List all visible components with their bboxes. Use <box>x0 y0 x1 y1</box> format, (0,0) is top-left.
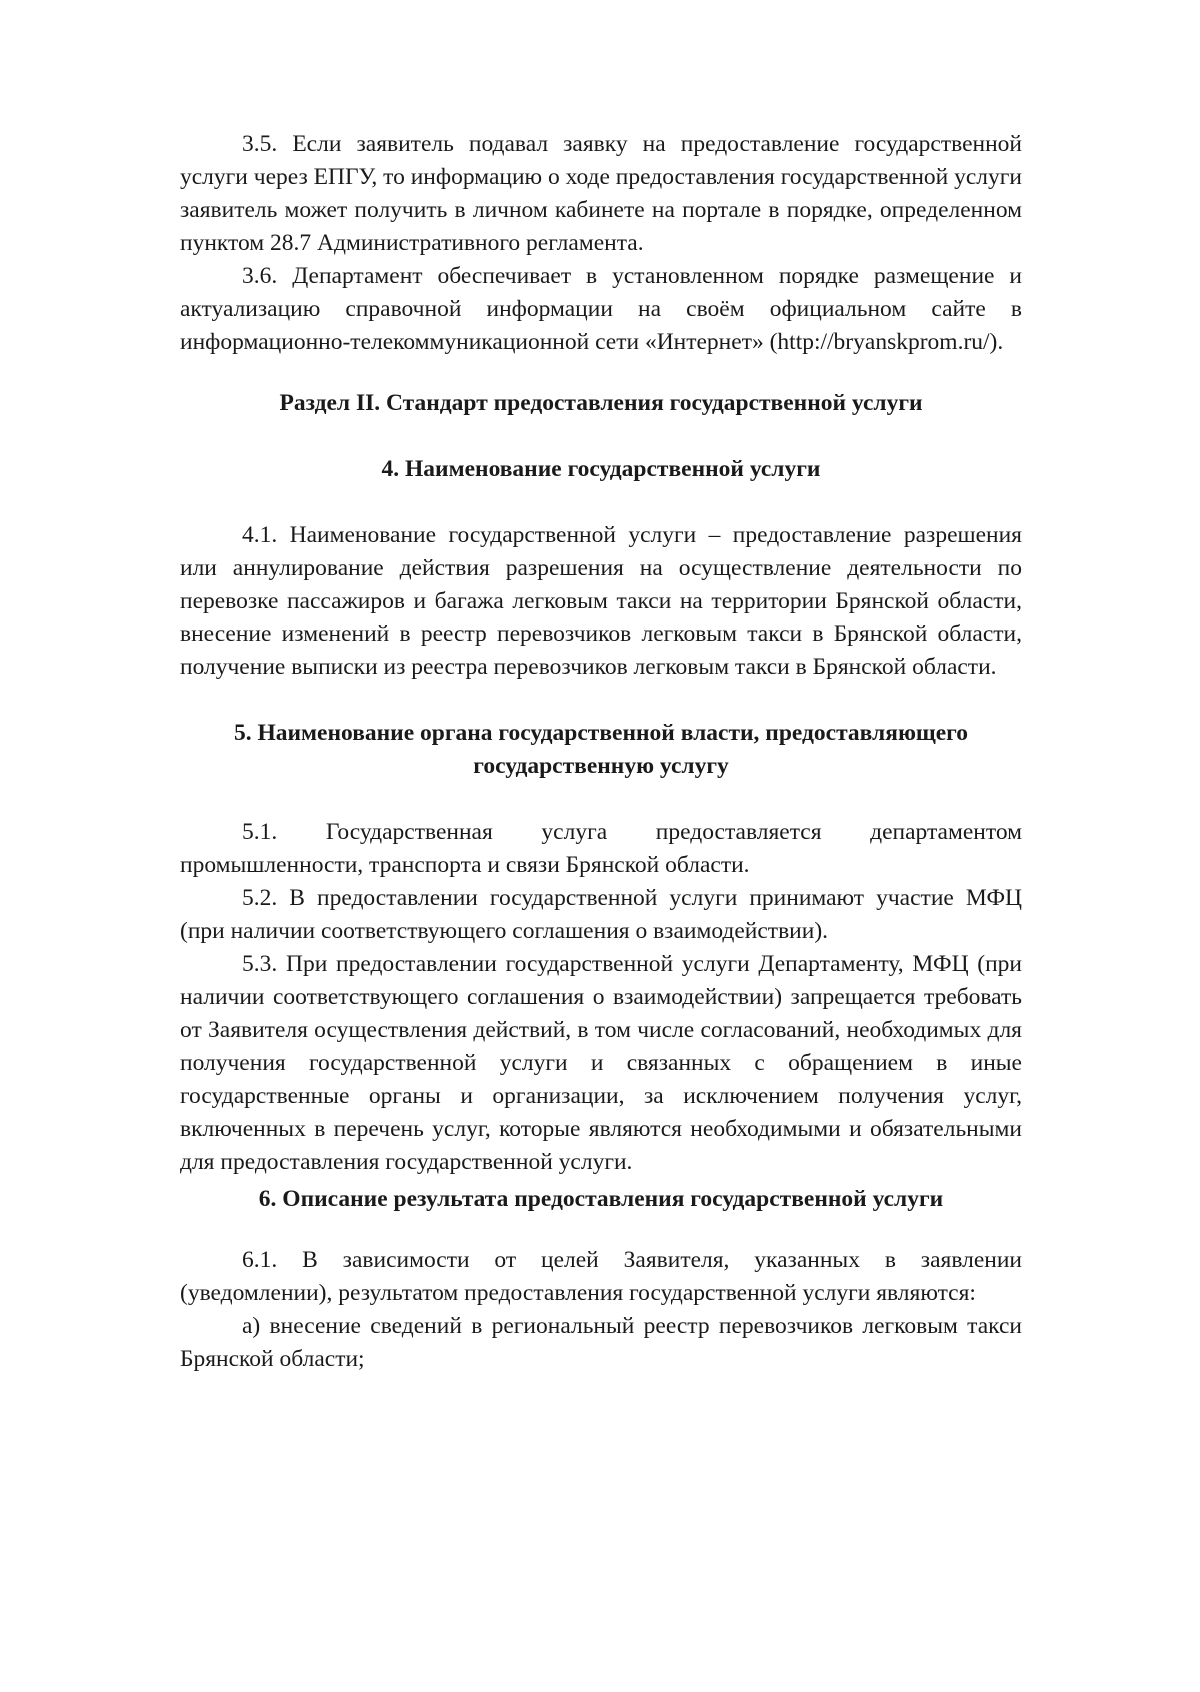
document-body <box>180 128 1022 1376</box>
paragraph-6-1: 6.1. В зависимости от целей Заявителя, указанных в заявлении (уведомлении), результатом предоставления государственной услуги являются: <box>180 1247 1022 1306</box>
paragraph-5-3: 5.3. При предоставлении государственной услуги Департаменту, МФЦ (при наличии соответствующего соглашения о взаимодействии) запрещается требовать от Заявителя осуществления действий, в том числе согласований, необходимых для получения государственной услуги и связанных с обращением в иные государственные органы и организации, за исключением получения услуг, включенных в перечень услуг, которые являются необходимыми и обязательными для предоставления государственной услуги. <box>180 951 1022 1175</box>
paragraph-3-6: 3.6. Департамент обеспечивает в установленном порядке размещение и актуализацию справочной информации на своём официальном сайте в информационно-телекоммуникационной сети «Интернет» (http://bryanskprom.ru/). <box>180 263 1022 355</box>
heading-5-line-2: государственную услугу <box>473 753 729 779</box>
heading-6: 6. Описание результата предоставления государственной услуги <box>258 1186 944 1212</box>
heading-5 <box>180 717 1022 783</box>
heading-4: 4. Наименование государственной услуги <box>381 456 821 482</box>
section-2-title: Раздел II. Стандарт предоставления государственной услуги <box>279 390 923 416</box>
paragraph-5-1: 5.1. Государственная услуга предоставляется департаментом промышленности, транспорта и связи Брянской области. <box>180 819 1022 878</box>
paragraph-6-1-a: а) внесение сведений в региональный реестр перевозчиков легковым такси Брянской области; <box>180 1313 1022 1372</box>
heading-5-line-1: 5. Наименование органа государственной власти, предоставляющего <box>233 720 969 746</box>
paragraph-4-1: 4.1. Наименование государственной услуги – предоставление разрешения или аннулирование действия разрешения на осуществление деятельности по перевозке пассажиров и багажа легковым такси на территории Брянской области, внесение изменений в реестр перевозчиков легковым такси в Брянской области, получение выписки из реестра перевозчиков легковым такси в Брянской области. <box>180 522 1022 680</box>
paragraph-5-2: 5.2. В предоставлении государственной услуги принимают участие МФЦ (при наличии соответствующего соглашения о взаимодействии). <box>180 885 1022 944</box>
paragraph-3-5: 3.5. Если заявитель подавал заявку на предоставление государственной услуги через ЕПГУ, то информацию о ходе предоставления государственной услуги заявитель может получить в личном кабинете на портале в порядке, определенном пунктом 28.7 Административного регламента. <box>180 131 1022 256</box>
